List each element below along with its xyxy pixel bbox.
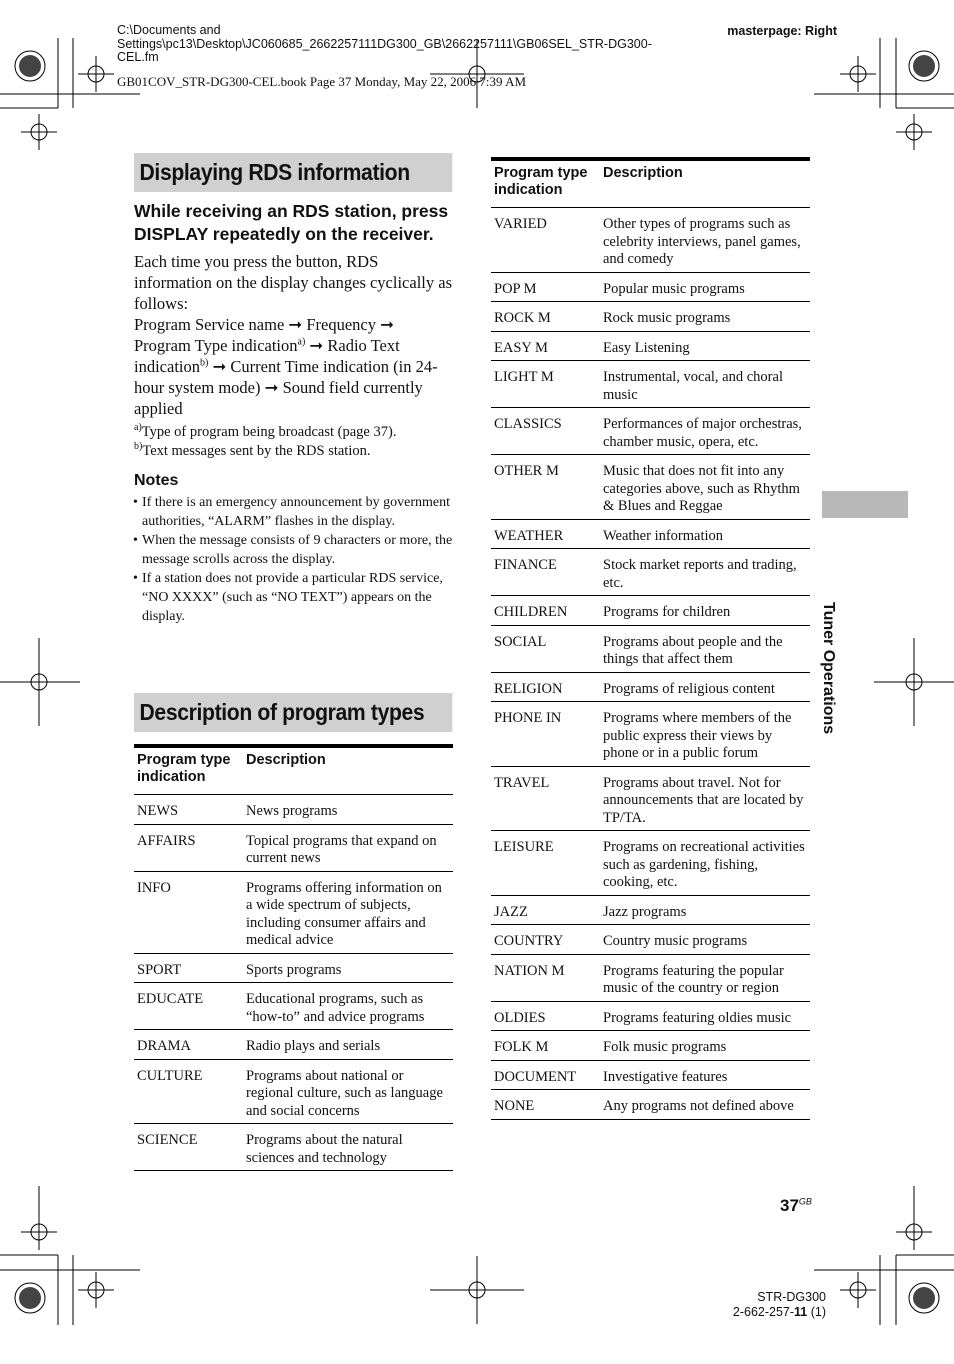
note-item: • If there is an emergency announcement by government authorities, “ALARM” flashes in the display.	[134, 493, 453, 531]
chapter-tab	[822, 491, 908, 518]
table-row	[134, 795, 453, 825]
description-cell: Music that does not fit into any categories above, such as Rhythm & Blues and Reggae	[600, 455, 810, 520]
column-header-type: Program type indication	[491, 159, 600, 208]
table-row	[491, 272, 810, 302]
program-type-cell: NONE	[491, 1090, 600, 1120]
file-path-line: Settings\pc13\Desktop\JC060685_2662257111DG300_GB\2662257111\GB06SEL_STR-DG300-	[117, 36, 652, 51]
table-row	[134, 1030, 453, 1060]
program-type-cell: VARIED	[491, 208, 600, 273]
book-info-line: GB01COV_STR-DG300-CEL.book Page 37 Monday, May 22, 2006 7:39 AM	[117, 74, 527, 89]
table-header-row	[491, 159, 810, 208]
part-number-prefix: 2-662-257-	[732, 1305, 795, 1319]
arrow-icon: ➞	[264, 378, 279, 397]
file-path	[117, 24, 707, 65]
description-cell: Popular music programs	[600, 272, 810, 302]
program-type-cell: FOLK M	[491, 1031, 600, 1061]
description-cell: Country music programs	[600, 925, 810, 955]
table-row	[491, 208, 810, 273]
page-number-suffix: GB	[798, 1196, 812, 1207]
description-cell: Easy Listening	[600, 331, 810, 361]
table-row	[491, 519, 810, 549]
program-type-cell: JAZZ	[491, 895, 600, 925]
arrow-icon: ➞	[288, 315, 303, 334]
file-path-line: C:\Documents and	[117, 23, 221, 37]
description-cell: Weather information	[600, 519, 810, 549]
section-title-text: Displaying RDS information	[139, 159, 410, 185]
description-cell: Programs on recreational activities such as gardening, fishing, cooking, etc.	[600, 831, 810, 896]
part-number-suffix: (1)	[807, 1305, 826, 1319]
description-cell: Topical programs that expand on current news	[243, 824, 453, 871]
program-type-cell: INFO	[134, 871, 243, 953]
masterpage-label: masterpage: Right	[727, 24, 837, 38]
program-type-cell: LIGHT M	[491, 361, 600, 408]
table-row	[134, 1124, 453, 1171]
footnote-b	[134, 442, 453, 461]
description-cell: Performances of major orchestras, chamber music, opera, etc.	[600, 408, 810, 455]
section-title-rds	[134, 153, 452, 192]
footnote-text: Text messages sent by the RDS station.	[142, 443, 371, 459]
table-row	[491, 361, 810, 408]
intro-text: Each time you press the button, RDS information on the display changes cyclically as follows:	[134, 252, 452, 313]
table-row	[491, 954, 810, 1001]
left-column-2	[134, 693, 453, 1171]
seq-item: Program Type indication	[134, 336, 298, 355]
program-type-cell: LEISURE	[491, 831, 600, 896]
description-cell: Programs featuring oldies music	[600, 1001, 810, 1031]
program-type-cell: OLDIES	[491, 1001, 600, 1031]
seq-item: Sound field currently applied	[134, 378, 423, 418]
description-cell: Programs about people and the things that affect them	[600, 625, 810, 672]
table-row	[134, 824, 453, 871]
footnote-ref: a)	[297, 336, 306, 348]
display-sequence	[134, 314, 453, 419]
description-cell: Educational programs, such as “how-to” and advice programs	[243, 983, 453, 1030]
program-type-cell: SPORT	[134, 953, 243, 983]
model-info	[733, 1290, 826, 1320]
table-row	[134, 871, 453, 953]
table-row	[491, 302, 810, 332]
right-column	[491, 157, 810, 1120]
description-cell: Programs where members of the public express their views by phone or in a public forum	[600, 702, 810, 767]
section-title-program-types	[134, 693, 452, 732]
description-cell: Jazz programs	[600, 895, 810, 925]
table-row	[491, 1001, 810, 1031]
footnotes	[134, 423, 453, 461]
instruction-heading: While receiving an RDS station, press DISPLAY repeatedly on the receiver.	[134, 201, 449, 244]
description-cell: News programs	[243, 795, 453, 825]
note-item: • When the message consists of 9 characters or more, the message scrolls across the display.	[134, 531, 453, 569]
table-row	[491, 925, 810, 955]
part-number-bold: 11	[794, 1305, 808, 1319]
notes-list	[134, 493, 453, 626]
program-type-cell: AFFAIRS	[134, 824, 243, 871]
program-type-cell: EDUCATE	[134, 983, 243, 1030]
table-row	[134, 983, 453, 1030]
footnote-text: Type of program being broadcast (page 37).	[141, 424, 397, 440]
chapter-label: Tuner Operations	[820, 602, 837, 735]
table-row	[491, 831, 810, 896]
program-type-cell: EASY M	[491, 331, 600, 361]
table-row	[134, 1059, 453, 1124]
program-type-cell: NATION M	[491, 954, 600, 1001]
table-header-row	[134, 746, 453, 795]
column-header-description: Description	[243, 746, 453, 795]
program-type-cell: DOCUMENT	[491, 1060, 600, 1090]
description-cell: Any programs not defined above	[600, 1090, 810, 1120]
program-type-cell: FINANCE	[491, 549, 600, 596]
program-type-cell: COUNTRY	[491, 925, 600, 955]
description-cell: Sports programs	[243, 953, 453, 983]
notes-heading: Notes	[134, 472, 179, 489]
program-type-cell: CLASSICS	[491, 408, 600, 455]
description-cell: Programs featuring the popular music of the country or region	[600, 954, 810, 1001]
table-row	[491, 766, 810, 831]
description-cell: Stock market reports and trading, etc.	[600, 549, 810, 596]
description-cell: Programs for children	[600, 596, 810, 626]
description-cell: Programs about travel. Not for announcements that are located by TP/TA.	[600, 766, 810, 831]
part-number	[733, 1305, 826, 1320]
table-row	[491, 331, 810, 361]
arrow-icon: ➞	[212, 357, 227, 376]
arrow-icon: ➞	[309, 336, 324, 355]
program-types-table-right	[491, 157, 810, 1120]
arrow-icon: ➞	[380, 315, 394, 334]
program-type-cell: CHILDREN	[491, 596, 600, 626]
program-type-cell: OTHER M	[491, 455, 600, 520]
program-type-cell: PHONE IN	[491, 702, 600, 767]
program-type-cell: NEWS	[134, 795, 243, 825]
program-type-cell: SCIENCE	[134, 1124, 243, 1171]
description-cell: Folk music programs	[600, 1031, 810, 1061]
table-row	[491, 1060, 810, 1090]
table-row	[491, 895, 810, 925]
column-header-type: Program type indication	[134, 746, 243, 795]
table-row	[491, 672, 810, 702]
note-item: • If a station does not provide a particular RDS service, “NO XXXX” (such as “NO TEXT”) appears on the display.	[134, 569, 453, 626]
seq-item: Program Service name	[134, 315, 285, 334]
table-row	[134, 953, 453, 983]
table-row	[491, 549, 810, 596]
program-type-cell: WEATHER	[491, 519, 600, 549]
description-cell: Programs about the natural sciences and technology	[243, 1124, 453, 1171]
program-type-cell: POP M	[491, 272, 600, 302]
seq-item: Frequency	[306, 315, 377, 334]
description-cell: Radio plays and serials	[243, 1030, 453, 1060]
column-header-description: Description	[600, 159, 810, 208]
program-types-table-left	[134, 744, 453, 1171]
left-column	[134, 153, 453, 626]
page-number	[780, 1196, 812, 1216]
table-row	[491, 625, 810, 672]
seq-item: Radio Text indication	[134, 336, 400, 376]
program-type-cell: SOCIAL	[491, 625, 600, 672]
program-type-cell: RELIGION	[491, 672, 600, 702]
description-cell: Investigative features	[600, 1060, 810, 1090]
description-cell: Programs offering information on a wide spectrum of subjects, including consumer affairs and medical advice	[243, 871, 453, 953]
table-row	[491, 1090, 810, 1120]
footnote-a	[134, 423, 453, 442]
description-cell: Other types of programs such as celebrity interviews, panel games, and comedy	[600, 208, 810, 273]
table-row	[491, 455, 810, 520]
table-row	[491, 596, 810, 626]
description-cell: Programs of religious content	[600, 672, 810, 702]
table-row	[491, 702, 810, 767]
table-row	[491, 1031, 810, 1061]
program-type-cell: ROCK M	[491, 302, 600, 332]
seq-item: Current Time indication (in 24-hour system mode)	[134, 357, 438, 397]
footnote-mark: a)	[134, 422, 142, 434]
program-type-cell: DRAMA	[134, 1030, 243, 1060]
footnote-ref: b)	[199, 357, 209, 369]
section-title-text: Description of program types	[139, 699, 425, 725]
description-cell: Rock music programs	[600, 302, 810, 332]
model-name: STR-DG300	[757, 1290, 826, 1304]
program-type-cell: TRAVEL	[491, 766, 600, 831]
footnote-mark: b)	[134, 441, 143, 453]
description-cell: Programs about national or regional culture, such as language and social concerns	[243, 1059, 453, 1124]
file-path-line: CEL.fm	[117, 50, 159, 64]
program-type-cell: CULTURE	[134, 1059, 243, 1124]
description-cell: Instrumental, vocal, and choral music	[600, 361, 810, 408]
intro-paragraph	[134, 251, 453, 419]
table-row	[491, 408, 810, 455]
page-number-text: 37	[780, 1196, 799, 1215]
